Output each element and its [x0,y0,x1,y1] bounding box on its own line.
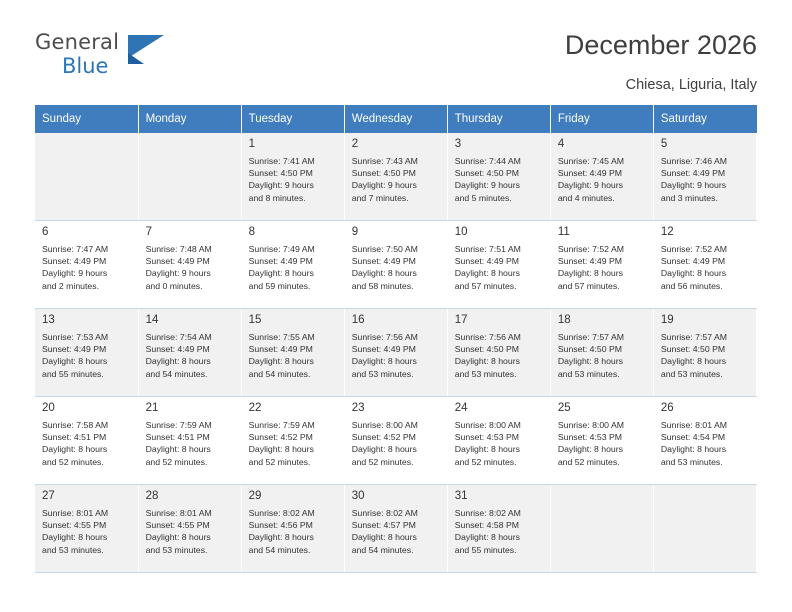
day-cell-empty [138,133,241,221]
daylight-text-line1: Daylight: 8 hours [557,444,624,455]
sunset-text: Sunset: 4:51 PM [42,432,107,443]
daylight-text-line1: Daylight: 8 hours [660,444,727,455]
daylight-text-line1: Daylight: 8 hours [145,356,211,367]
daylight-text-line2: and 52 minutes. [557,456,620,467]
page-title: December 2026 [564,30,757,60]
sunset-text: Sunset: 4:49 PM [248,256,313,267]
day-number: 10 [454,226,468,238]
sunrise-text: Sunrise: 7:55 AM [248,332,315,342]
sunrise-text: Sunrise: 8:02 AM [248,508,315,518]
day-cell[interactable] [344,397,447,485]
sunset-text: Sunset: 4:49 PM [454,256,519,267]
day-number: 30 [351,490,365,502]
daylight-text-line1: Daylight: 8 hours [351,268,417,279]
day-number: 24 [454,402,468,414]
daylight-text-line2: and 54 minutes. [145,368,208,379]
sunrise-text: Sunrise: 8:02 AM [351,508,418,518]
day-number: 3 [454,138,462,150]
day-number: 22 [248,402,262,414]
sunset-text: Sunset: 4:50 PM [454,168,519,179]
daylight-text-line2: and 52 minutes. [351,456,414,467]
weekday-header-saturday: Saturday [653,105,756,133]
sunset-text: Sunset: 4:55 PM [145,520,210,531]
sunrise-text: Sunrise: 7:52 AM [660,244,728,254]
day-cell[interactable] [138,397,241,485]
daylight-text-line1: Daylight: 8 hours [42,532,108,543]
sunset-text: Sunset: 4:53 PM [557,432,623,443]
day-number: 27 [42,490,55,502]
day-cell[interactable] [35,309,138,397]
calendar-header-row [35,105,757,133]
day-cell[interactable] [138,221,241,309]
daylight-text-line1: Daylight: 8 hours [42,444,108,455]
sunrise-text: Sunrise: 7:56 AM [454,332,521,342]
sunrise-text: Sunrise: 7:43 AM [351,156,418,166]
sunrise-text: Sunrise: 7:53 AM [42,332,109,342]
daylight-text-line2: and 58 minutes. [351,280,414,291]
day-cell[interactable] [447,485,550,573]
day-number: 8 [248,226,256,238]
sunset-text: Sunset: 4:53 PM [454,432,519,443]
day-number: 12 [660,226,674,238]
sunset-text: Sunset: 4:50 PM [660,344,726,355]
daylight-text-line1: Daylight: 9 hours [660,180,727,191]
sunrise-text: Sunrise: 7:56 AM [351,332,418,342]
day-cell[interactable] [344,133,447,221]
daylight-text-line2: and 52 minutes. [145,456,208,467]
weekday-header-wednesday: Wednesday [344,105,447,133]
daylight-text-line1: Daylight: 8 hours [557,356,624,367]
daylight-text-line1: Daylight: 8 hours [248,268,314,279]
day-cell[interactable] [550,309,653,397]
daylight-text-line1: Daylight: 8 hours [454,356,520,367]
day-cell[interactable] [550,397,653,485]
day-cell[interactable] [138,309,241,397]
day-number: 21 [145,402,159,414]
day-number: 14 [145,314,159,326]
day-number: 29 [248,490,262,502]
day-number: 19 [660,314,674,326]
sunrise-text: Sunrise: 7:54 AM [145,332,212,342]
sunrise-text: Sunrise: 7:57 AM [557,332,624,342]
day-cell[interactable] [241,221,344,309]
calendar-week-row [35,485,757,573]
day-number: 31 [454,490,468,502]
day-number: 20 [42,402,55,414]
daylight-text-line2: and 4 minutes. [557,192,615,203]
sunrise-text: Sunrise: 8:01 AM [660,420,728,430]
day-number: 4 [557,138,565,150]
sunrise-text: Sunrise: 7:48 AM [145,244,212,254]
day-cell[interactable] [241,485,344,573]
day-cell[interactable] [653,221,756,309]
daylight-text-line1: Daylight: 9 hours [248,180,314,191]
daylight-text-line1: Daylight: 8 hours [660,356,727,367]
sunrise-text: Sunrise: 7:58 AM [42,420,109,430]
daylight-text-line2: and 54 minutes. [248,368,311,379]
daylight-text-line1: Daylight: 8 hours [557,268,624,279]
sunset-text: Sunset: 4:49 PM [351,256,416,267]
daylight-text-line1: Daylight: 8 hours [351,532,417,543]
sunrise-text: Sunrise: 7:46 AM [660,156,728,166]
calendar-week-row [35,309,757,397]
weekday-header-tuesday: Tuesday [241,105,344,133]
day-number: 23 [351,402,365,414]
sunrise-text: Sunrise: 7:47 AM [42,244,109,254]
day-cell[interactable] [344,485,447,573]
day-cell[interactable] [138,485,241,573]
day-number: 2 [351,138,359,150]
daylight-text-line2: and 53 minutes. [454,368,517,379]
day-cell-empty [35,133,138,221]
day-cell-empty [653,485,756,573]
daylight-text-line2: and 53 minutes. [351,368,414,379]
day-cell[interactable] [35,397,138,485]
daylight-text-line1: Daylight: 8 hours [454,444,520,455]
daylight-text-line2: and 54 minutes. [248,544,311,555]
daylight-text-line1: Daylight: 9 hours [557,180,624,191]
sunset-text: Sunset: 4:49 PM [248,344,313,355]
daylight-text-line2: and 52 minutes. [454,456,517,467]
day-cell[interactable] [447,221,550,309]
weekday-header-monday: Monday [138,105,241,133]
sunset-text: Sunset: 4:52 PM [248,432,313,443]
calendar-week-row [35,221,757,309]
sunset-text: Sunset: 4:49 PM [145,256,210,267]
sunrise-text: Sunrise: 8:00 AM [557,420,624,430]
daylight-text-line1: Daylight: 8 hours [351,356,417,367]
daylight-text-line2: and 56 minutes. [660,280,723,291]
daylight-text-line2: and 55 minutes. [454,544,517,555]
daylight-text-line2: and 57 minutes. [454,280,517,291]
sunset-text: Sunset: 4:50 PM [557,344,623,355]
sunset-text: Sunset: 4:49 PM [351,344,416,355]
day-cell[interactable] [35,485,138,573]
sunset-text: Sunset: 4:55 PM [42,520,107,531]
sunrise-text: Sunrise: 8:02 AM [454,508,521,518]
day-number: 17 [454,314,468,326]
sunset-text: Sunset: 4:49 PM [42,256,107,267]
brand-logo[interactable] [35,30,235,86]
sunrise-text: Sunrise: 7:49 AM [248,244,315,254]
weekday-header-friday: Friday [550,105,653,133]
day-cell[interactable] [35,221,138,309]
daylight-text-line2: and 57 minutes. [557,280,620,291]
calendar-week-row [35,397,757,485]
day-cell[interactable] [241,133,344,221]
daylight-text-line1: Daylight: 8 hours [248,532,314,543]
daylight-text-line2: and 53 minutes. [660,456,723,467]
day-number: 13 [42,314,55,326]
day-number: 16 [351,314,365,326]
day-cell[interactable] [653,309,756,397]
brand-name-blue: Blue [62,54,109,78]
day-number: 9 [351,226,359,238]
day-cell[interactable] [241,309,344,397]
sunrise-text: Sunrise: 7:50 AM [351,244,418,254]
sunset-text: Sunset: 4:49 PM [660,168,726,179]
day-number: 11 [557,226,570,238]
logo-triangle-secondary-icon [128,53,144,64]
sunrise-text: Sunrise: 8:00 AM [351,420,418,430]
day-number: 28 [145,490,159,502]
sunrise-text: Sunrise: 8:01 AM [42,508,109,518]
day-cell[interactable] [344,309,447,397]
day-number: 25 [557,402,571,414]
day-cell[interactable] [653,133,756,221]
sunset-text: Sunset: 4:50 PM [248,168,313,179]
day-cell[interactable] [344,221,447,309]
daylight-text-line2: and 0 minutes. [145,280,203,291]
sunrise-text: Sunrise: 7:44 AM [454,156,521,166]
daylight-text-line1: Daylight: 9 hours [454,180,520,191]
daylight-text-line2: and 53 minutes. [145,544,208,555]
daylight-text-line2: and 2 minutes. [42,280,99,291]
daylight-text-line1: Daylight: 8 hours [454,532,520,543]
daylight-text-line2: and 53 minutes. [42,544,104,555]
daylight-text-line1: Daylight: 9 hours [145,268,211,279]
sunrise-text: Sunrise: 7:41 AM [248,156,315,166]
daylight-text-line2: and 52 minutes. [248,456,311,467]
day-cell[interactable] [653,397,756,485]
sunset-text: Sunset: 4:49 PM [557,168,623,179]
sunset-text: Sunset: 4:56 PM [248,520,313,531]
daylight-text-line2: and 59 minutes. [248,280,311,291]
sunrise-text: Sunrise: 7:45 AM [557,156,624,166]
day-cell[interactable] [550,133,653,221]
daylight-text-line2: and 53 minutes. [557,368,620,379]
day-number: 5 [660,138,668,150]
brand-name-general: General [35,30,120,54]
sunrise-text: Sunrise: 7:52 AM [557,244,624,254]
sunset-text: Sunset: 4:49 PM [557,256,623,267]
sunset-text: Sunset: 4:49 PM [145,344,210,355]
sunrise-text: Sunrise: 7:57 AM [660,332,728,342]
daylight-text-line2: and 7 minutes. [351,192,409,203]
sunrise-text: Sunrise: 7:51 AM [454,244,521,254]
daylight-text-line2: and 53 minutes. [660,368,723,379]
day-number: 18 [557,314,571,326]
sunrise-text: Sunrise: 7:59 AM [145,420,212,430]
day-number: 1 [248,138,256,150]
sunrise-text: Sunrise: 8:00 AM [454,420,521,430]
daylight-text-line1: Daylight: 8 hours [42,356,108,367]
daylight-text-line1: Daylight: 8 hours [248,356,314,367]
day-number: 7 [145,226,152,238]
sunrise-text: Sunrise: 7:59 AM [248,420,315,430]
sunset-text: Sunset: 4:49 PM [42,344,107,355]
page-location: Chiesa, Liguria, Italy [625,77,757,93]
day-cell[interactable] [447,309,550,397]
calendar-table [35,105,757,573]
daylight-text-line1: Daylight: 8 hours [248,444,314,455]
sunset-text: Sunset: 4:54 PM [660,432,726,443]
daylight-text-line2: and 8 minutes. [248,192,306,203]
day-cell[interactable] [241,397,344,485]
sunset-text: Sunset: 4:57 PM [351,520,416,531]
daylight-text-line1: Daylight: 8 hours [454,268,520,279]
daylight-text-line1: Daylight: 8 hours [145,532,211,543]
daylight-text-line2: and 3 minutes. [660,192,718,203]
daylight-text-line1: Daylight: 8 hours [351,444,417,455]
sunset-text: Sunset: 4:49 PM [660,256,726,267]
daylight-text-line1: Daylight: 9 hours [42,268,108,279]
sunset-text: Sunset: 4:58 PM [454,520,519,531]
daylight-text-line2: and 54 minutes. [351,544,414,555]
sunset-text: Sunset: 4:50 PM [351,168,416,179]
day-cell[interactable] [447,133,550,221]
weekday-header-thursday: Thursday [447,105,550,133]
daylight-text-line2: and 52 minutes. [42,456,104,467]
day-number: 26 [660,402,674,414]
sunset-text: Sunset: 4:51 PM [145,432,210,443]
sunset-text: Sunset: 4:50 PM [454,344,519,355]
sunrise-text: Sunrise: 8:01 AM [145,508,212,518]
calendar-week-row [35,133,757,221]
day-cell-empty [550,485,653,573]
daylight-text-line1: Daylight: 9 hours [351,180,417,191]
day-number: 6 [42,226,49,238]
day-number: 15 [248,314,262,326]
daylight-text-line2: and 5 minutes. [454,192,512,203]
day-cell[interactable] [447,397,550,485]
day-cell[interactable] [550,221,653,309]
sunset-text: Sunset: 4:52 PM [351,432,416,443]
daylight-text-line1: Daylight: 8 hours [660,268,727,279]
daylight-text-line1: Daylight: 8 hours [145,444,211,455]
weekday-header-sunday: Sunday [35,105,138,133]
page-header [35,30,757,100]
daylight-text-line2: and 55 minutes. [42,368,104,379]
